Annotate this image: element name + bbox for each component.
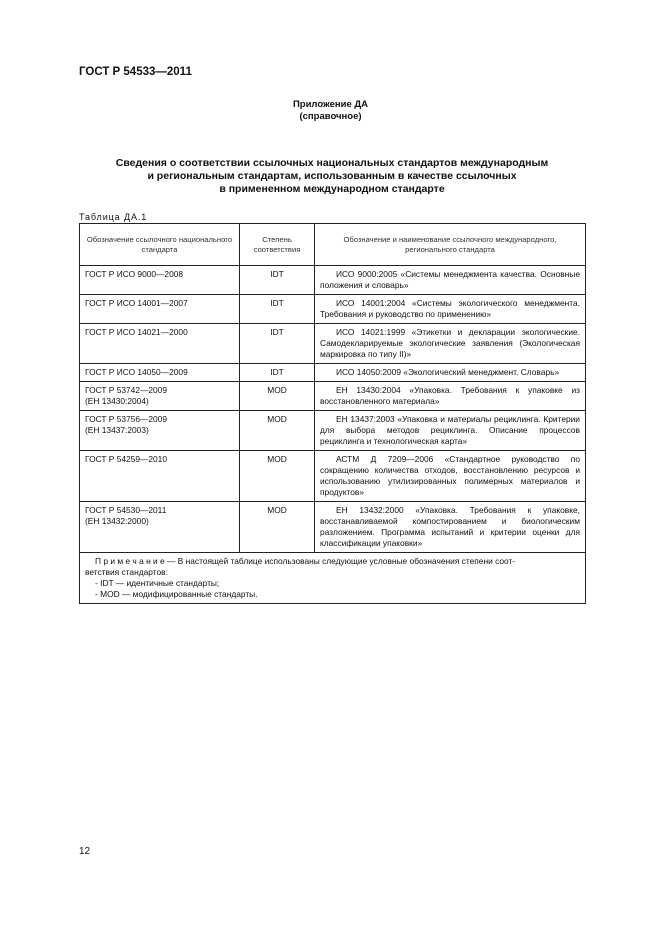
national-standard-cell: ГОСТ Р ИСО 14001—2007: [80, 295, 240, 324]
degree-cell: MOD: [240, 411, 315, 451]
note-line-1: П р и м е ч а н и е — В настоящей таблице использованы следующие условные обозначения степени соот-: [95, 556, 516, 566]
heading-line-1: Сведения о соответствии ссылочных национальных стандартов международным: [115, 157, 549, 169]
degree-cell: IDT: [240, 266, 315, 295]
national-standard-reference: (ЕН 13437:2003): [85, 425, 149, 435]
header-degree: Степень соответствия: [240, 224, 315, 266]
international-standard-cell: ЕН 13437:2003 «Упаковка и материалы рециклинга. Критерии для выбора методов рециклинга. Описание процессов рециклинга и технологическая карта»: [315, 411, 586, 451]
note-line-4: - MOD — модифицированные стандарты.: [95, 589, 258, 599]
table-row: [80, 295, 586, 324]
national-standard-reference: (ЕН 13430:2004): [85, 396, 149, 406]
national-standard-cell: [80, 411, 240, 451]
header-international-standard: Обозначение и наименование ссылочного международного, регионального стандарта: [315, 224, 586, 266]
degree-cell: IDT: [240, 324, 315, 364]
national-standard-code: ГОСТ Р 54530—2011: [85, 505, 167, 515]
annex-title: Приложение ДА: [292, 99, 369, 110]
national-standard-code: ГОСТ Р 53756—2009: [85, 414, 167, 424]
international-standard-cell: ЕН 13430:2004 «Упаковка. Требования к упаковке из восстановленного материала»: [315, 382, 586, 411]
heading-line-3: в примененном международном стандарте: [219, 183, 445, 195]
national-standard-code: ГОСТ Р 53742—2009: [85, 385, 167, 395]
table-row: [80, 266, 586, 295]
degree-cell: IDT: [240, 295, 315, 324]
national-standard-reference: (ЕН 13432:2000): [85, 516, 149, 526]
national-standard-cell: ГОСТ Р 54259—2010: [80, 451, 240, 502]
national-standard-cell: ГОСТ Р ИСО 14050—2009: [80, 364, 240, 382]
note-line-2: ветствия стандартов:: [85, 567, 168, 577]
degree-cell: MOD: [240, 382, 315, 411]
annex-kind: (справочное): [299, 111, 362, 122]
international-standard-cell: ИСО 14001:2004 «Системы экологического менеджмента. Требования и руководство по применению»: [315, 295, 586, 324]
correspondence-table: [79, 223, 586, 604]
table-label: Таблица ДА.1: [79, 212, 148, 222]
table-row: [80, 502, 586, 553]
international-standard-cell: ИСО 9000:2005 «Системы менеджмента качества. Основные положения и словарь»: [315, 266, 586, 295]
national-standard-cell: ГОСТ Р ИСО 14021—2000: [80, 324, 240, 364]
page-number: 12: [79, 846, 91, 857]
national-standard-cell: [80, 502, 240, 553]
international-standard-cell: ИСО 14021:1999 «Этикетки и декларации экологические. Самодекларируемые экологические заявления (Экологическая маркировка по типу II)»: [315, 324, 586, 364]
table-row: [80, 382, 586, 411]
national-standard-cell: ГОСТ Р ИСО 9000—2008: [80, 266, 240, 295]
international-standard-cell: АСТМ Д 7209—2006 «Стандартное руководство по сокращению количества отходов, восстановлению ресурсов и использованию утилизированных полимерных материалов и продуктов»: [315, 451, 586, 502]
table-row: [80, 364, 586, 382]
section-heading: [79, 157, 585, 196]
table-row: [80, 451, 586, 502]
degree-cell: IDT: [240, 364, 315, 382]
table-header-row: [80, 224, 586, 266]
international-standard-cell: ЕН 13432:2000 «Упаковка. Требования к упаковке, восстанавливаемой компостированием и биологическим разложением. Программа испытаний и критерии оценки для классификации упаковки»: [315, 502, 586, 553]
table-note: [80, 553, 586, 604]
international-standard-cell: ИСО 14050:2009 «Экологический менеджмент. Словарь»: [315, 364, 586, 382]
table-row: [80, 324, 586, 364]
note-line-3: - IDT — идентичные стандарты;: [95, 578, 220, 588]
table-note-row: [80, 553, 586, 604]
degree-cell: MOD: [240, 502, 315, 553]
national-standard-cell: [80, 382, 240, 411]
degree-cell: MOD: [240, 451, 315, 502]
heading-line-2: и региональным стандартам, использованным в качестве ссылочных: [147, 170, 517, 182]
header-national-standard: Обозначение ссылочного национального стандарта: [80, 224, 240, 266]
document-id: ГОСТ Р 54533—2011: [79, 66, 192, 78]
table-row: [80, 411, 586, 451]
